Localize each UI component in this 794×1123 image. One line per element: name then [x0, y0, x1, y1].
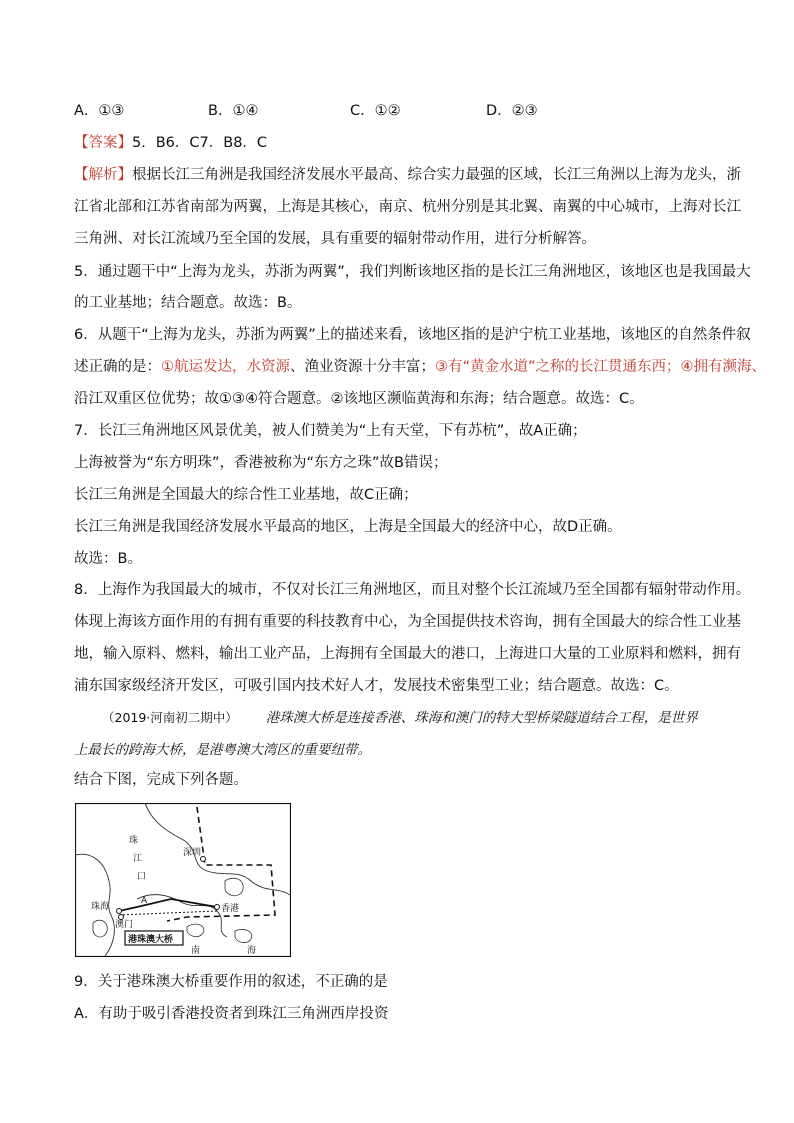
q6-line-2: 述正确的是：①航运发达，水资源、渔业资源十分丰富；③有“黄金水道”之称的长江贯通东西；④拥有濒海、: [74, 359, 767, 375]
answer-text: 5．B6．C7．B8．C: [132, 135, 268, 151]
intro-line-3: 结合下图，完成下列各题。: [74, 772, 248, 788]
q5-line-2: 的工业基地；结合题意。故选：B。: [74, 295, 302, 311]
q6-line-3: 沿江双重区位优势；故①③④符合题意。②该地区濒临黄海和东海；结合题意。故选：C。: [74, 391, 644, 407]
map-label-shenzhen: 深圳: [183, 848, 202, 858]
map-label-a: A: [141, 896, 148, 906]
q5-line-1: 5．通过题干中“上海为龙头，苏浙为两翼”，我们判断该地区指的是长江三角洲地区，该地区也是我国最大: [74, 264, 751, 280]
map-label-bridge: 港珠澳大桥: [128, 935, 174, 945]
intro-line-2: 上最长的跨海大桥，是港粤澳大湾区的重要纽带。: [74, 742, 371, 758]
analysis-tag: 【解析】: [74, 167, 132, 183]
pearl-river-delta-map: [75, 803, 291, 957]
map-label-zhuhai: 珠海: [91, 902, 110, 912]
answer-tag: 【答案】: [74, 135, 132, 151]
q7-line-4: 长江三角洲是我国经济发展水平最高的地区，上海是全国最大的经济中心，故D正确。: [74, 519, 622, 535]
q7-line-3: 长江三角洲是全国最大的综合性工业基地，故C正确；: [74, 487, 418, 503]
macau-dot: [119, 915, 124, 920]
q9-stem: 9．关于港珠澳大桥重要作用的叙述，不正确的是: [74, 974, 388, 990]
analysis-line-2: 江省北部和江苏省南部为两翼，上海是其核心，南京、杭州分别是其北翼、南翼的中心城市，上海对长江: [74, 199, 741, 215]
option-c: C．①②: [350, 103, 401, 119]
q7-line-5: 故选：B。: [74, 551, 142, 567]
zhuhai-dot: [117, 909, 122, 914]
q7-line-1: 7．长江三角洲地区风景优美，被人们赞美为“上有天堂，下有苏杭”，故A正确；: [74, 423, 587, 439]
answer-line: [74, 133, 267, 153]
option-b: B．①④: [208, 103, 259, 119]
map-label-hai: 海: [247, 946, 257, 956]
q9-option-a: A．有助于吸引香港投资者到珠江三角洲西岸投资: [74, 1006, 389, 1022]
map-label-kou: 口: [137, 872, 147, 882]
map-label-zhu: 珠: [129, 836, 139, 846]
analysis-line-3: 三角洲、对长江流域乃至全国的发展，具有重要的辐射带动作用，进行分析解答。: [74, 231, 596, 247]
map-label-macau: 澳门: [115, 920, 134, 930]
q7-line-2: 上海被誉为“东方明珠”，香港被称为“东方之珠”故B错误；: [74, 455, 448, 471]
option-a: A．①③: [74, 103, 125, 119]
q8-line-2: 体现上海该方面作用的有拥有重要的科技教育中心，为全国提供技术咨询，拥有全国最大的综合性工业基: [74, 614, 741, 630]
options-row: [74, 101, 634, 121]
q8-line-3: 地，输入原料、燃料，输出工业产品，上海拥有全国最大的港口，上海进口大量的工业原料和燃料，拥有: [74, 646, 741, 662]
map-label-hongkong: 香港: [221, 904, 240, 914]
question-source: （2019·河南初二期中）: [102, 710, 238, 725]
map-label-nan: 南: [191, 946, 201, 956]
q6-line-1: 6．从题干“上海为龙头，苏浙为两翼”上的描述来看，该地区指的是沪宁杭工业基地，该地区的自然条件叙: [74, 327, 751, 343]
q8-line-4: 浦东国家级经济开发区，可吸引国内技术好人才，发展技术密集型工业；结合题意。故选：C。: [74, 678, 679, 694]
hongkong-dot: [215, 905, 220, 910]
map-label-jiang: 江: [133, 854, 143, 864]
shenzhen-dot: [201, 857, 206, 862]
option-d: D．②③: [486, 103, 538, 119]
analysis-line-1: 【解析】根据长江三角洲是我国经济发展水平最高、综合实力最强的区域，长江三角洲以上海为龙头，浙: [74, 167, 741, 183]
q8-line-1: 8．上海作为我国最大的城市，不仅对长江三角洲地区，而且对整个长江流域乃至全国都有辐射带动作用。: [74, 582, 751, 598]
intro-line-1: （2019·河南初二期中） 港珠澳大桥是连接香港、珠海和澳门的特大型桥梁隧道结合工程，是世界: [102, 710, 698, 726]
